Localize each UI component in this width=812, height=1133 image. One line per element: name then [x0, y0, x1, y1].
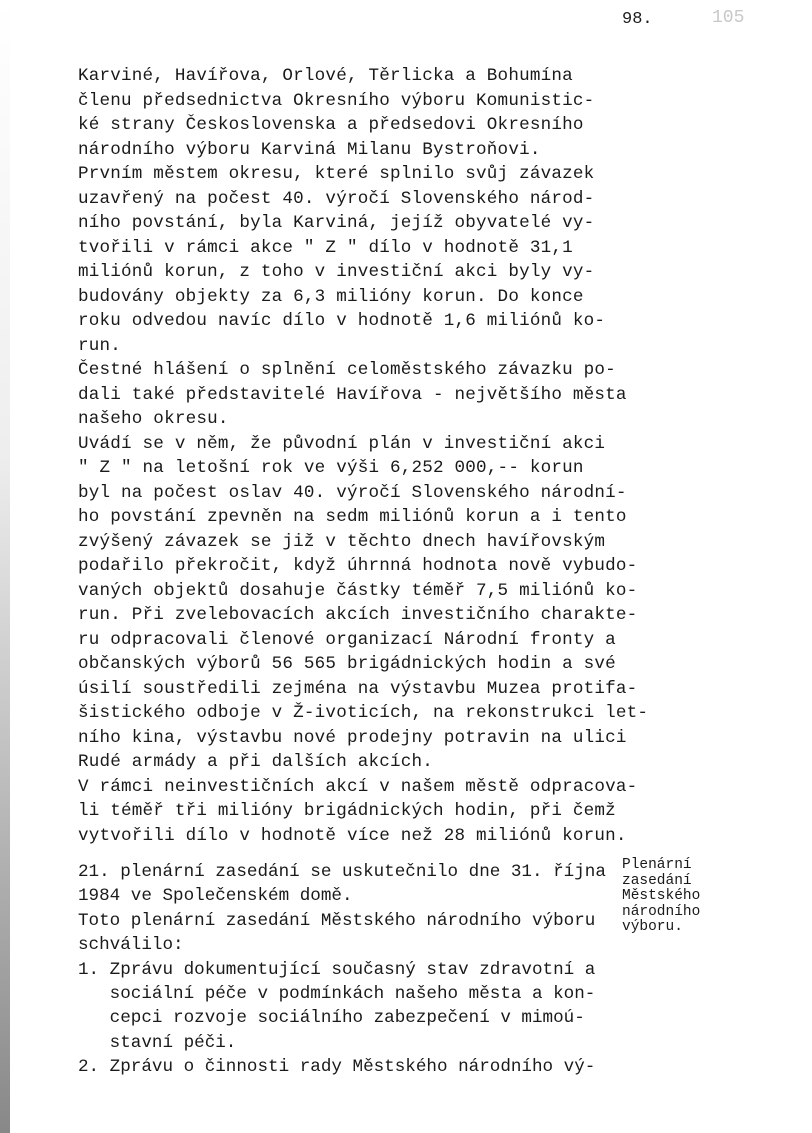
margin-note-line: Plenární [622, 857, 692, 873]
text-line: cepci rozvoje sociálního zabezpečení v mimoú- [78, 1008, 585, 1029]
text-line: " Z " na letošní rok ve výši 6,252 000,-- korun [78, 458, 584, 478]
text-line: Rudé armády a při dalších akcích. [78, 752, 434, 772]
text-line: byl na počest oslav 40. výročí Slovenského národní- [78, 482, 627, 503]
text-line: stavní péči. [78, 1032, 237, 1053]
text-line: Karviné, Havířova, Orlové, Těrlicka a Bohumína [78, 66, 573, 86]
text-line: šistického odboje v Ž-ivoticích, na rekonstrukci let- [78, 703, 649, 723]
text-line: ké strany Československa a předsedovi Okresního [78, 115, 584, 135]
text-line: našeho okresu. [78, 409, 229, 429]
text-line: dali také představitelé Havířova - největšího města [78, 384, 627, 405]
text-line: ho povstání zpevněn na sedm miliónů korun a i tento [78, 507, 627, 527]
text-line: národního výboru Karviná Milanu Bystroňovi. [78, 139, 541, 160]
text-line: V rámci neinvestičních akcí v našem městě odpracova- [78, 776, 638, 797]
text-line: miliónů korun, z toho v investiční akci byly vy- [78, 262, 595, 282]
text-line: 1. Zprávu dokumentující současný stav zdravotní a [78, 959, 596, 980]
text-line: Uvádí se v něm, že původní plán v investiční akci [78, 433, 606, 454]
margin-note [622, 858, 700, 936]
text-line: úsilí soustředili zejména na výstavbu Muzea protifa- [78, 678, 638, 699]
text-line: Toto plenární zasedání Městského národního výboru [78, 910, 596, 931]
margin-note-line: výboru. [622, 919, 683, 935]
text-line: 21. plenární zasedání se uskutečnilo dne 31. října [78, 862, 606, 882]
text-line: 1984 ve Společenském domě. [78, 886, 353, 907]
text-line: uzavřený na počest 40. výročí Slovenského národ- [78, 188, 595, 209]
text-line: zvýšený závazek se již v těchto dnech havířovským [78, 531, 606, 552]
text-line: Čestné hlášení o splnění celoměstského závazku po- [78, 360, 616, 380]
text-line: vaných objektů dosahuje částky téměř 7,5 miliónů ko- [78, 580, 638, 601]
text-line: členu předsednictva Okresního výboru Komunistic- [78, 90, 595, 111]
text-line: sociální péče v podmínkách našeho města a kon- [78, 984, 596, 1005]
text-line: ního povstání, byla Karviná, jejíž obyvatelé vy- [78, 213, 595, 233]
scan-edge-shadow [0, 0, 10, 1133]
text-line: 2. Zprávu o činnosti rady Městského národního vý- [78, 1057, 596, 1078]
text-line: Prvním městem okresu, které splnilo svůj závazek [78, 164, 595, 184]
text-line: ního kina, výstavbu nové prodejny potravin na ulici [78, 727, 627, 748]
text-line: run. [78, 335, 122, 356]
margin-note-line: národního [622, 903, 701, 920]
page-number: 98. [622, 10, 653, 29]
text-line: podařilo překročit, když úhrnná hodnota nově vybudo- [78, 556, 638, 576]
text-line: li téměř tři milióny brigádnických hodin, při čemž [78, 801, 616, 821]
plenary-section-text [78, 860, 618, 1080]
margin-note-line: zasedání [622, 872, 692, 889]
text-line: občanských výborů 56 565 brigádnických hodin a své [78, 654, 616, 674]
margin-note-line: Městského [622, 888, 701, 904]
text-line: budovány objekty za 6,3 milióny korun. Do konce [78, 286, 584, 307]
archive-number: 105 [712, 8, 745, 28]
text-line: run. Při zvelebovacích akcích investičního charakte- [78, 605, 638, 625]
text-line: schválilo: [78, 935, 184, 956]
main-text [78, 64, 649, 848]
text-line: vytvořili dílo v hodnotě více než 28 miliónů korun. [78, 825, 627, 846]
text-line: ru odpracovali členové organizací Národní fronty a [78, 629, 616, 650]
text-line: tvořili v rámci akce " Z " dílo v hodnotě 31,1 [78, 237, 573, 258]
text-line: roku odvedou navíc dílo v hodnotě 1,6 miliónů ko- [78, 311, 606, 331]
